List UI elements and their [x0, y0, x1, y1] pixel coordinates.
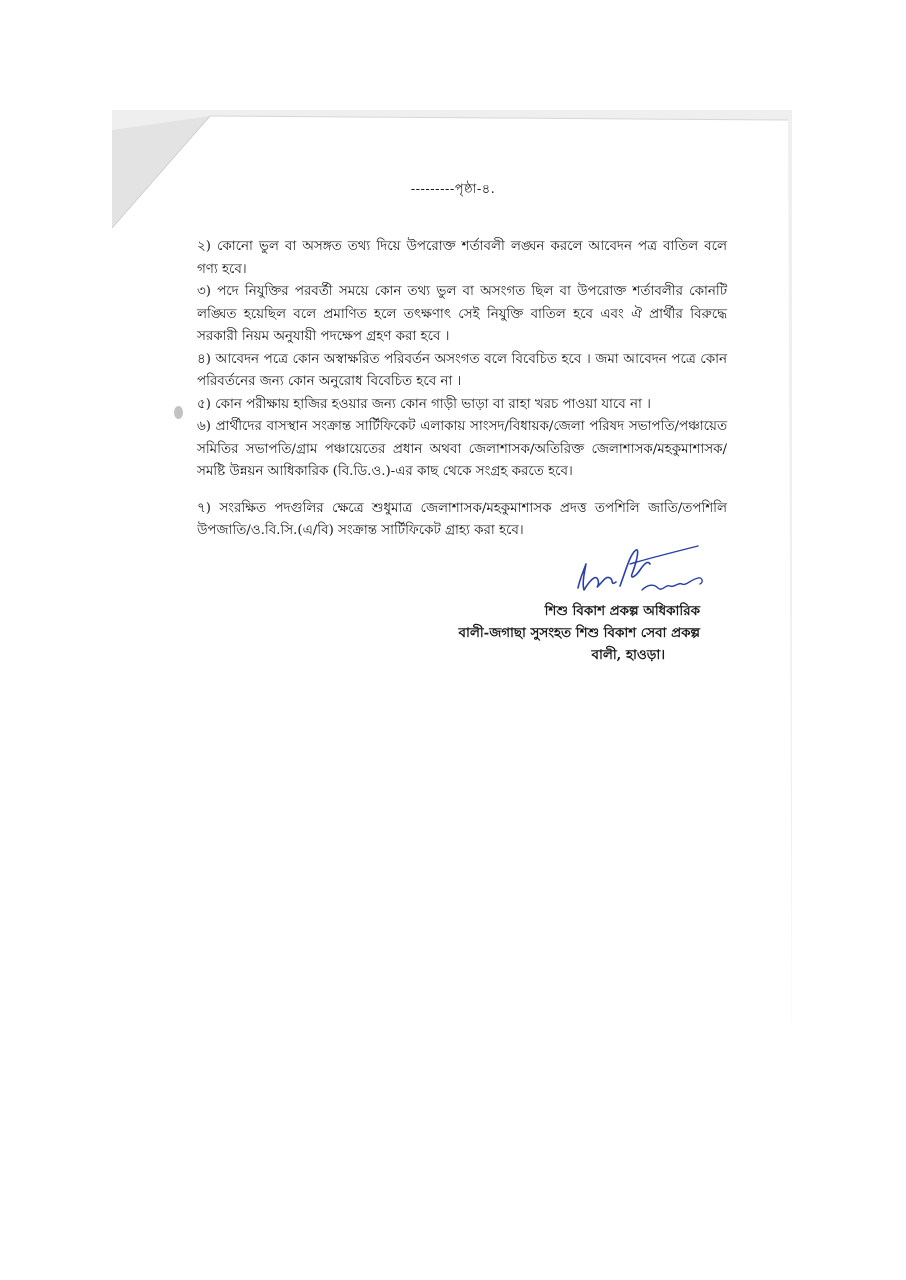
- paragraph-2: ২) কোনো ভুল বা অসঙ্গত তথ্য দিয়ে উপরোক্ত শর্তাবলী লঙ্ঘন করলে আবেদন পত্র বাতিল বলে গণ্য হবে।: [197, 239, 727, 277]
- handwritten-signature-icon: [570, 540, 720, 600]
- ink-smudge: [174, 406, 183, 419]
- paragraph-4: ৪) আবেদন পত্রে কোন অস্বাক্ষরিত পরিবর্তন অসংগত বলে বিবেচিত হবে । জমা আবেদন পত্রে কোন পরিবর্তনের জন্য কোন অনুরোধ বিবেচিত হবে না ।: [197, 351, 727, 389]
- officer-designation: শিশু বিকাশ প্রকল্প অধিকারিক: [544, 603, 700, 619]
- paragraph-3: ৩) পদে নিযুক্তির পরবর্তী সময়ে কোন তথ্য ভুল বা অসংগত ছিল বা উপরোক্ত শর্তাবলীর কোনটি লঙ্ঘিত হয়েছিল বলে প্রমাণিত হলে তৎক্ষণাৎ সেই নিযুক্তি বাতিল হবে এবং ঐ প্রার্থীর বিরুদ্ধে সরকারী নিয়ম অনুযায়ী পদক্ষেপ গ্রহণ করা হবে ।: [197, 284, 727, 344]
- signature-block: [458, 540, 730, 680]
- terms-body: [197, 236, 727, 543]
- paragraph-7: ৭) সংরক্ষিত পদগুলির ক্ষেত্রে শুধুমাত্র জেলাশাসক/মহকুমাশাসক প্রদত্ত তপশিলি জাতি/তপশিলি উপজাতি/ও.বি.সি.(এ/বি) সংক্রান্ত সার্টিফিকেট গ্রাহ্য করা হবে।: [197, 500, 727, 538]
- project-name: বালী-জগাছা সুসংহত শিশু বিকাশ সেবা প্রকল্প: [458, 625, 700, 641]
- office-location: বালী, হাওড়া।: [591, 647, 665, 663]
- paragraph-5: ৫) কোন পরীক্ষায় হাজির হওয়ার জন্য কোন গাড়ী ভাড়া বা রাহা খরচ পাওয়া যাবে না ।: [197, 396, 651, 412]
- page-number: ---------পৃষ্ঠা-৪.: [410, 182, 496, 197]
- paragraph-6: ৬) প্রার্থীদের বাসস্থান সংক্রান্ত সার্টিফিকেট এলাকায় সাংসদ/বিধায়ক/জেলা পরিষদ সভাপতি/পঞ্চায়েত সমিতির সভাপতি/গ্রাম পঞ্চায়েতের প্রধান অথবা জেলাশাসক/অতিরিক্ত জেলাশাসক/মহকুমাশাসক/সমষ্টি উন্নয়ন আধিকারিক (বি.ডি.ও.)-এর কাছ থেকে সংগ্রহ করতে হবে।: [197, 419, 727, 479]
